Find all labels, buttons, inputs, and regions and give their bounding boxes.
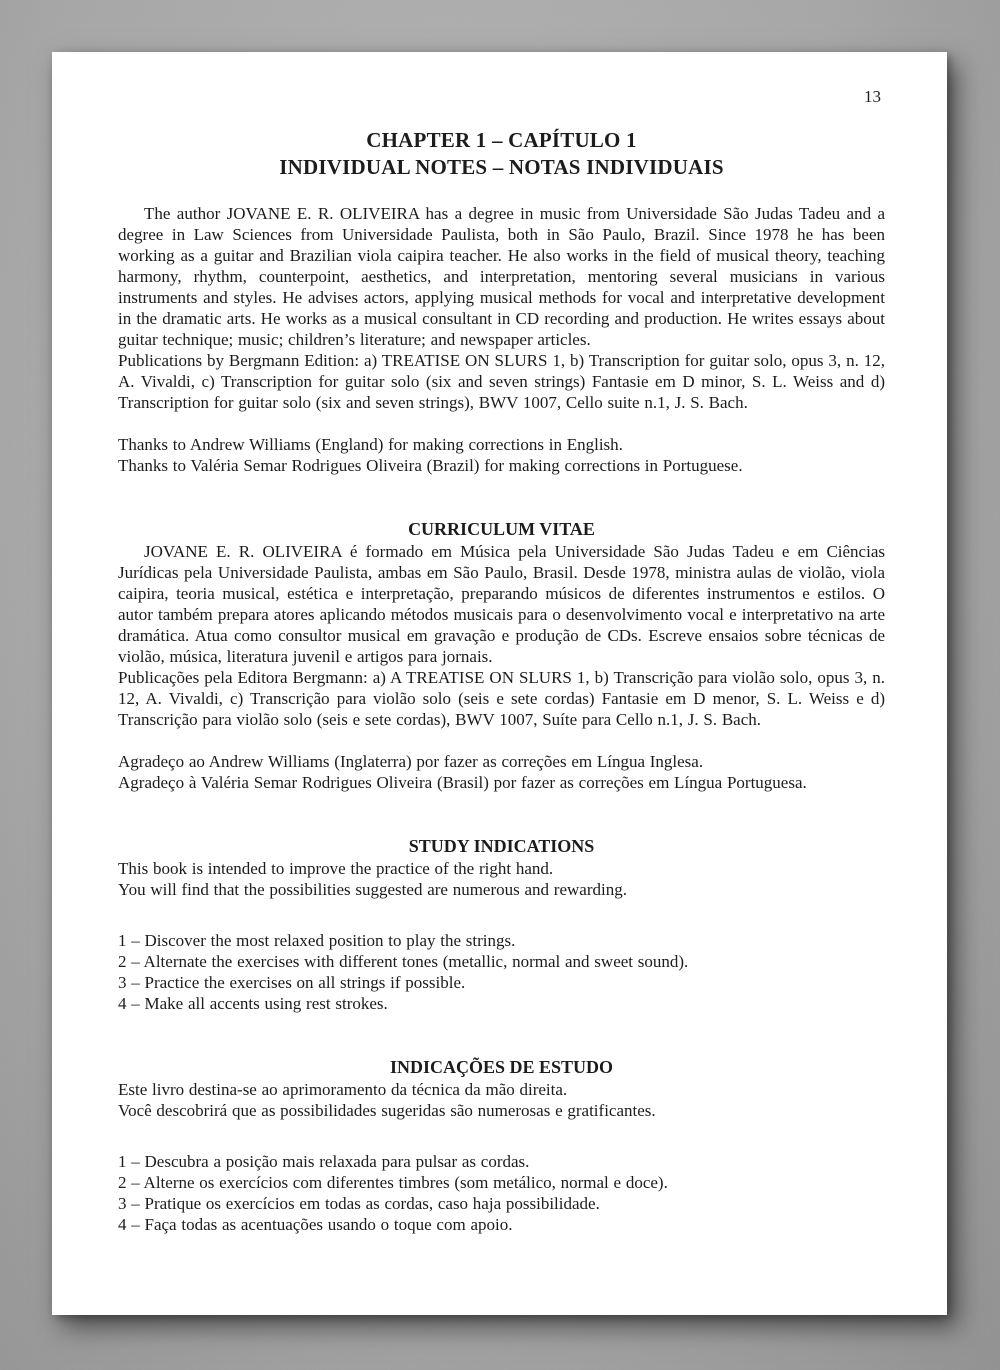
study-item-english-3: 3 – Practice the exercises on all strings if possible. xyxy=(118,973,466,992)
study-intro-english-line1: This book is intended to improve the practice of the right hand. xyxy=(118,859,554,878)
section-heading-curriculum-vitae: CURRICULUM VITAE xyxy=(408,519,595,539)
study-item-portuguese-2: 2 – Alterne os exercícios com diferentes timbres (som metálico, normal e doce). xyxy=(118,1173,668,1192)
author-bio-english: The author JOVANE E. R. OLIVEIRA has a degree in music from Universidade São Judas Tadeu and a degree in Law Sciences from Universidade Paulista, both in São Paulo, Brazil. Since 1978 he has been working as a guitar and Brazilian viola caipira teacher. He also works in the field of musical theory, teaching harmony, rhythm, counterpoint, aesthetics, and interpretation, mentoring several musicians in various instruments and styles. He advises actors, applying musical methods for vocal and interpretative development in the dramatic arts. He works as a musical consultant in CD recording and production. He writes essays about guitar technique; music; children’s literature; and newspaper articles. xyxy=(118,204,885,349)
study-item-portuguese-1: 1 – Descubra a posição mais relaxada para pulsar as cordas. xyxy=(118,1152,530,1171)
study-item-portuguese-4: 4 – Faça todas as acentuações usando o toque com apoio. xyxy=(118,1215,513,1234)
publications-english: Publications by Bergmann Edition: a) TREATISE ON SLURS 1, b) Transcription for guitar solo, opus 3, n. 12, A. Vivaldi, c) Transcription for guitar solo (six and seven strings) Fantasie em D minor, S. L. Weiss and d) Transcription for guitar solo (six and seven strings), BWV 1007, Cello suite n.1, J. S. Bach. xyxy=(118,351,885,412)
chapter-title xyxy=(118,127,885,181)
publications-portuguese: Publicações pela Editora Bergmann: a) A TREATISE ON SLURS 1, b) Transcrição para violão solo, opus 3, n. 12, A. Vivaldi, c) Transcrição para violão solo (seis e sete cordas) Fantasie em D menor, S. L. Weiss e d) Transcrição para violão solo (seis e sete cordas), BWV 1007, Suíte para Cello n.1, J. S. Bach. xyxy=(118,668,885,729)
study-item-english-1: 1 – Discover the most relaxed position to play the strings. xyxy=(118,931,516,950)
author-bio-portuguese: JOVANE E. R. OLIVEIRA é formado em Música pela Universidade São Judas Tadeu e em Ciências Jurídicas pela Universidade Paulista, ambas em São Paulo, Brasil. Desde 1978, ministra aulas de violão, viola caipira, teoria musical, estética e interpretação, preparando músicos de diferentes instrumentos e estilos. O autor também prepara atores aplicando métodos musicais para o desenvolvimento vocal e interpretativo na arte dramática. Atua como consultor musical em gravação e produção de CDs. Escreve ensaios sobre técnicas de violão, música, literatura juvenil e artigos para jornais. xyxy=(118,542,885,666)
chapter-title-line2: INDIVIDUAL NOTES – NOTAS INDIVIDUAIS xyxy=(279,155,724,179)
thanks-english-line2: Thanks to Valéria Semar Rodrigues Oliveira (Brazil) for making corrections in Portuguese. xyxy=(118,456,743,475)
section-heading-indicacoes-de-estudo: INDICAÇÕES DE ESTUDO xyxy=(389,1057,614,1077)
study-intro-portuguese-line2: Você descobrirá que as possibilidades sugeridas são numerosas e gratificantes. xyxy=(118,1101,656,1120)
chapter-title-line1: CHAPTER 1 – CAPÍTULO 1 xyxy=(366,128,637,152)
page-number: 13 xyxy=(864,87,881,106)
study-item-english-2: 2 – Alternate the exercises with different tones (metallic, normal and sweet sound). xyxy=(118,952,689,971)
thanks-english-line1: Thanks to Andrew Williams (England) for making corrections in English. xyxy=(118,435,623,454)
study-item-portuguese-3: 3 – Pratique os exercícios em todas as cordas, caso haja possibilidade. xyxy=(118,1194,600,1213)
thanks-portuguese-line2: Agradeço à Valéria Semar Rodrigues Oliveira (Brasil) por fazer as correções em Língua Portuguesa. xyxy=(118,773,807,792)
thanks-portuguese-line1: Agradeço ao Andrew Williams (Inglaterra) por fazer as correções em Língua Inglesa. xyxy=(118,752,704,771)
study-item-english-4: 4 – Make all accents using rest strokes. xyxy=(118,994,388,1013)
study-intro-english-line2: You will find that the possibilities suggested are numerous and rewarding. xyxy=(118,880,627,899)
study-intro-portuguese-line1: Este livro destina-se ao aprimoramento da técnica da mão direita. xyxy=(118,1080,568,1099)
section-heading-study-indications: STUDY INDICATIONS xyxy=(408,836,595,856)
document-page xyxy=(52,52,947,1315)
